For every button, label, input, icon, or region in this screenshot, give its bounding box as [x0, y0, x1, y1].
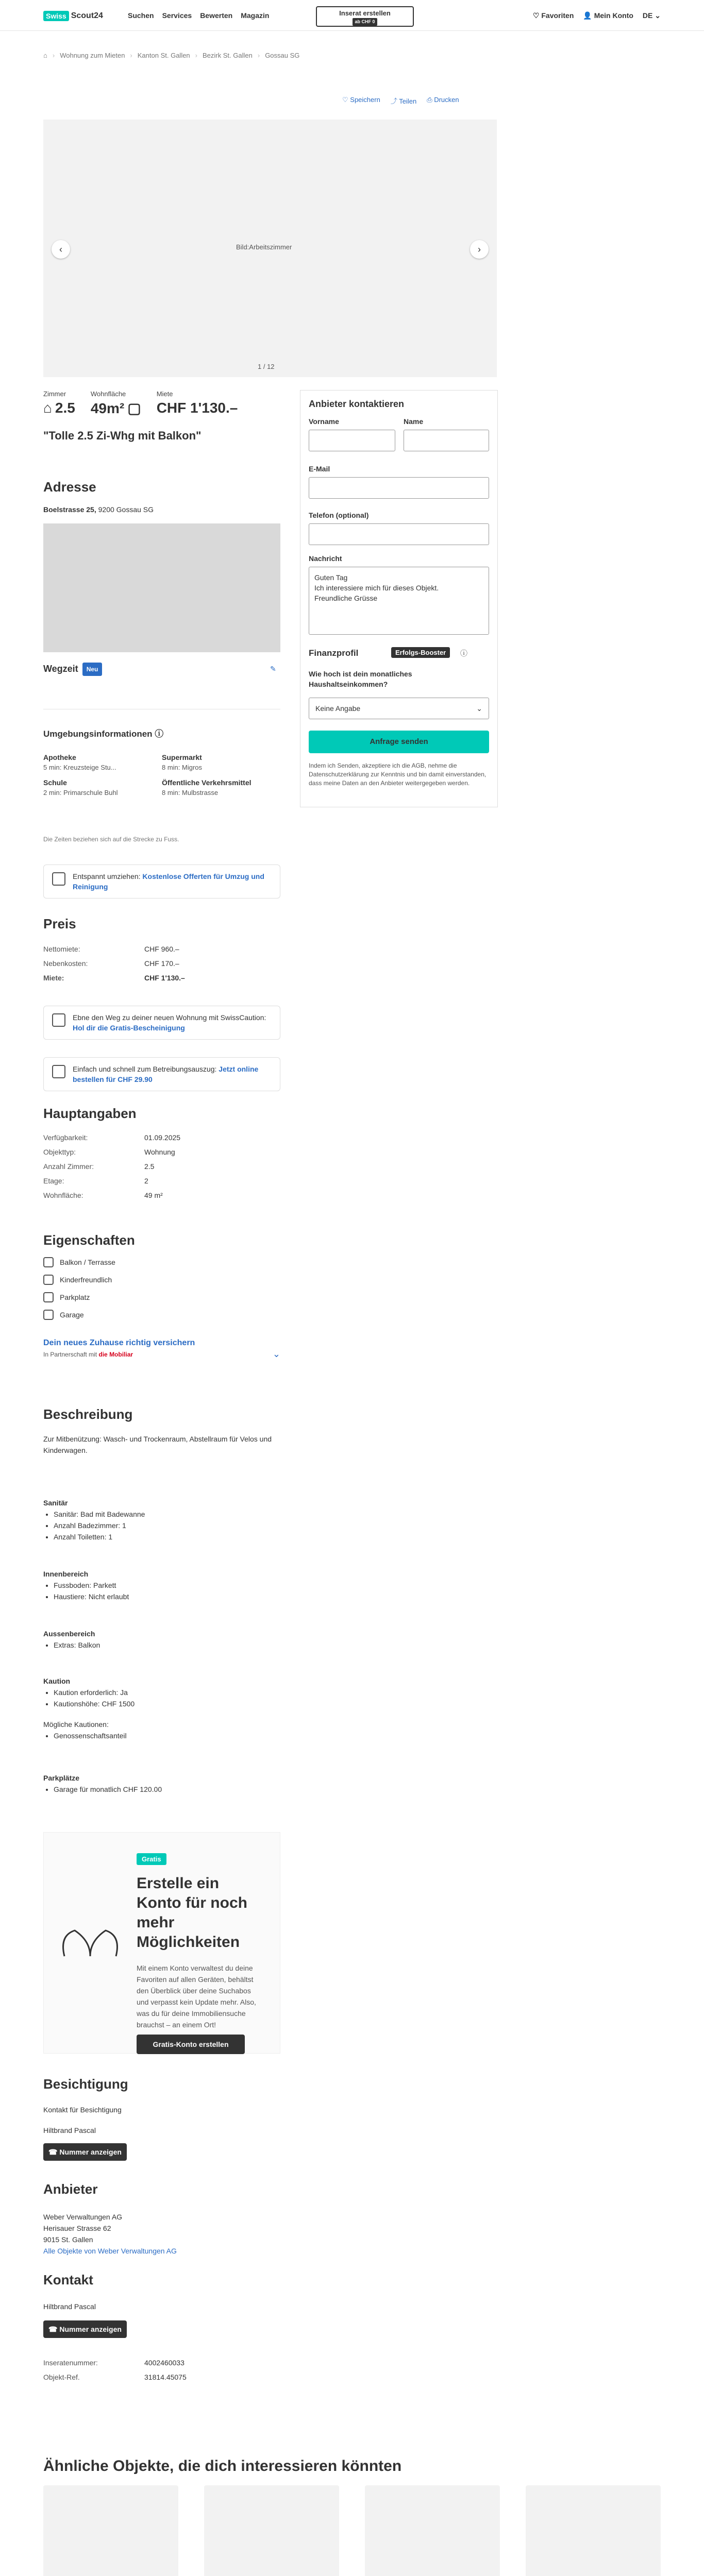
address-heading: Adresse [43, 479, 96, 495]
gallery-prev-button[interactable]: ‹ [52, 240, 70, 259]
sanitary-list: • Sanitär: Bad mit Badewanne • Anzahl Badezimmer: 1 • Anzahl Toiletten: 1 [43, 1509, 145, 1543]
insurance-banner[interactable]: Dein neues Zuhause richtig versichern In Partnerschaft mit die Mobiliar ⌄ [43, 1338, 280, 1359]
garage-icon [43, 1310, 54, 1320]
surrounding-supermarket: Supermarkt 8 min: Migros [162, 753, 203, 771]
rooms-icon: ⌂ [43, 400, 52, 416]
parking-heading: Parkplätze [43, 1774, 80, 1782]
top-bar [0, 0, 704, 31]
provider-heading: Anbieter [43, 2181, 98, 2197]
truck-icon [52, 872, 65, 886]
income-question: Wie hoch ist dein monatliches Haushaltseinkommen? [309, 670, 412, 688]
price-table: Nettomiete: CHF 960.– Nebenkosten: CHF 170.– Miete: CHF 1'130.– [43, 945, 185, 982]
child-icon [43, 1275, 54, 1285]
parking-list: • Garage für monatlich CHF 120.00 [43, 1784, 162, 1795]
similar-listing-card[interactable] [526, 2485, 661, 2576]
info-icon[interactable]: ⓘ [155, 729, 164, 739]
account-link[interactable]: 👤 Mein Konto [583, 11, 633, 20]
account-promo-text: Mit einem Konto verwaltest du deine Favoriten auf allen Geräten, behältst den Überblick über deine Suchabos und verpasst kein Update mehr. Also, was du für deine Immobiliensuche brauchst – an einem Ort! [137, 1964, 256, 2029]
boost-badge: Erfolgs-Booster [391, 647, 450, 658]
provider-all-listings-link[interactable]: Alle Objekte von Weber Verwaltungen AG [43, 2247, 177, 2255]
message-textarea[interactable]: Guten Tag Ich interessiere mich für dieses Objekt. Freundliche Grüsse [309, 567, 489, 635]
viewing-heading: Besichtigung [43, 2076, 128, 2092]
surrounding-pharmacy: Apotheke 5 min: Kreuzsteige Stu... [43, 753, 116, 771]
parking-icon [43, 1292, 54, 1302]
similar-heading: Ähnliche Objekte, die dich interessieren könnten [43, 2458, 402, 2475]
gallery-image: Bild:Arbeitszimmer [236, 243, 292, 251]
firstname-input[interactable] [309, 430, 395, 451]
deposit-options-list: • Genossenschaftsanteil [43, 1730, 127, 1741]
home-icon[interactable]: ⌂ [43, 52, 47, 59]
deposit-list: • Kaution erforderlich: Ja • Kautionshöhe: CHF 1500 [43, 1687, 135, 1709]
account-promo [43, 1832, 280, 2054]
contact-form: Anbieter kontaktieren Vorname Name E-Mail Telefon (optional) Nachricht Guten Tag Ich interessiere mich für dieses Objekt. Freundliche Grüsse Finanzprofil Erfolgs-Booster ⓘ Wie hoch ist dein monatliches Haushaltseinkommen? Keine Angabe ⌄ Anfrage senden Indem ich Senden, akzeptiere ich die AGB, nehme die Datenschutzerklärung zur Kenntnis und bin damit einverstanden, dass meine Daten an den Anbieter weitergegeben werden. [300, 390, 498, 807]
viewing-contact-name: Hiltbrand Pascal [43, 2126, 96, 2134]
edit-icon[interactable]: ✎ [270, 665, 276, 673]
create-listing-button[interactable]: Inserat erstellen ab CHF 0 [316, 6, 414, 27]
account-promo-title: Erstelle ein Konto für noch mehr Möglichkeiten [137, 1875, 247, 1951]
surrounding-school: Schule 2 min: Primarschule Buhl [43, 778, 118, 796]
similar-listing-card[interactable] [204, 2485, 339, 2576]
surroundings-grid [43, 753, 280, 796]
provider-address: Weber Verwaltungen AG Herisauer Strasse 62 9015 St. Gallen [43, 2213, 123, 2244]
exterior-heading: Aussenbereich [43, 1630, 95, 1638]
description-intro: Zur Mitbenützung: Wasch- und Trockenraum, Abstellraum für Velos und Kinderwagen. [43, 1435, 272, 1454]
key-facts: Zimmer ⌂ 2.5 Wohnfläche 49m² ▢ Miete CHF 1'130.– [43, 390, 238, 416]
price-heading: Preis [43, 916, 76, 931]
breadcrumb-item[interactable]: Bezirk St. Gallen [203, 52, 253, 59]
surrounding-transport: Öffentliche Verkehrsmittel 8 min: Mulbstrasse [162, 778, 252, 796]
show-number-button[interactable]: ☎ Nummer anzeigen [43, 2320, 127, 2338]
new-badge: Neu [82, 663, 103, 676]
send-request-button[interactable]: Anfrage senden [309, 731, 489, 753]
interior-list: • Fussboden: Parkett • Haustiere: Nicht erlaubt [43, 1580, 129, 1602]
language-select[interactable]: DE ⌄ [642, 11, 661, 20]
balcony-icon [43, 1257, 54, 1267]
breadcrumb-item[interactable]: Gossau SG [265, 52, 300, 59]
map[interactable] [43, 523, 280, 652]
legal-note: Indem ich Senden, akzeptiere ich die AGB, nehme die Datenschutzerklärung zur Kenntnis und bin damit einverstanden, dass meine Daten an den Anbieter weitergegeben werden. [309, 762, 487, 787]
show-number-button[interactable]: ☎ Nummer anzeigen [43, 2143, 127, 2161]
breadcrumb-item[interactable]: Kanton St. Gallen [137, 52, 190, 59]
income-select[interactable]: Keine Angabe ⌄ [309, 698, 489, 719]
save-button[interactable]: ♡ Speichern [342, 96, 380, 104]
gallery-counter: 1 / 12 [258, 363, 275, 370]
info-icon[interactable]: ⓘ [460, 649, 467, 657]
similar-listing-card[interactable] [365, 2485, 500, 2576]
nav-bewerten[interactable]: Bewerten [200, 11, 233, 20]
deposit-heading: Kaution [43, 1677, 71, 1685]
certificate-icon [52, 1013, 65, 1027]
nav-magazin[interactable]: Magazin [241, 11, 270, 20]
deposit-options-heading: Mögliche Kautionen: [43, 1720, 109, 1728]
chevron-down-icon: ⌄ [476, 704, 482, 713]
breadcrumb-item[interactable]: Wohnung zum Mieten [60, 52, 125, 59]
area-icon: ▢ [127, 400, 141, 416]
listing-title: "Tolle 2.5 Zi-Whg mit Balkon" [43, 429, 202, 442]
properties-list: Balkon / Terrasse Kinderfreundlich Parkplatz Garage [43, 1257, 115, 1320]
share-button[interactable]: ⤴ Teilen [390, 97, 417, 105]
chevron-down-icon[interactable]: ⌄ [272, 1349, 280, 1359]
breadcrumb: ⌂ › Wohnung zum Mieten › Kanton St. Gallen › Bezirk St. Gallen › Gossau SG [43, 52, 300, 59]
properties-heading: Eigenschaften [43, 1232, 135, 1248]
debt-register-promo[interactable]: Einfach und schnell zum Betreibungsauszug: Jetzt online bestellen für CHF 29.90 [43, 1057, 280, 1091]
phone-input[interactable] [309, 523, 489, 545]
email-input[interactable] [309, 477, 489, 499]
commute-title: Wegzeit Neu [43, 663, 102, 676]
gallery-next-button[interactable]: › [470, 240, 489, 259]
create-account-button[interactable]: Gratis-Konto erstellen [137, 2035, 245, 2054]
surroundings-heading: Umgebungsinformationen ⓘ [43, 729, 164, 739]
description-heading: Beschreibung [43, 1406, 133, 1422]
contact-heading: Kontakt [43, 2272, 93, 2287]
listing-ids: Inseratenummer: 4002460033 Objekt-Ref. 31814.45075 [43, 2359, 187, 2381]
main-info-table: Verfügbarkeit: 01.09.2025 Objekttyp: Wohnung Anzahl Zimmer: 2.5 Etage: 2 Wohnfläche: 49 m² [43, 1133, 181, 1199]
sanitary-heading: Sanitär [43, 1499, 68, 1507]
similar-listing-card[interactable] [43, 2485, 178, 2576]
print-button[interactable]: ⎙ Drucken [427, 96, 459, 104]
interior-heading: Innenbereich [43, 1570, 89, 1578]
nav-services[interactable]: Services [162, 11, 192, 20]
lastname-input[interactable] [404, 430, 489, 451]
swisscaution-promo[interactable]: Ebne den Weg zu deiner neuen Wohnung mit SwissCaution: Hol dir die Gratis-Bescheinigung [43, 1006, 280, 1040]
listing-actions [342, 96, 497, 106]
favorites-link[interactable]: ♡ Favoriten [532, 11, 574, 20]
exterior-list: • Extras: Balkon [43, 1639, 100, 1651]
document-icon [52, 1065, 65, 1078]
free-badge: Gratis [137, 1853, 166, 1865]
contact-form-heading: Anbieter kontaktieren [309, 399, 405, 409]
moving-promo[interactable]: Entspannt umziehen: Kostenlose Offerten für Umzug und Reinigung [43, 865, 280, 899]
main-info-heading: Hauptangaben [43, 1106, 137, 1121]
contact-name: Hiltbrand Pascal [43, 2302, 96, 2311]
heart-hands-icon [54, 1920, 126, 1967]
finance-profile-label: Finanzprofil [309, 648, 359, 658]
nav-suchen[interactable]: Suchen [128, 11, 154, 20]
surroundings-note: Die Zeiten beziehen sich auf die Strecke zu Fuss. [43, 836, 179, 843]
logo[interactable]: Swiss Scout24 [43, 10, 103, 22]
main-nav [128, 11, 269, 20]
image-gallery[interactable] [43, 120, 497, 377]
address-text: Boelstrasse 25, 9200 Gossau SG [43, 505, 154, 514]
viewing-contact-label: Kontakt für Besichtigung [43, 2106, 122, 2114]
